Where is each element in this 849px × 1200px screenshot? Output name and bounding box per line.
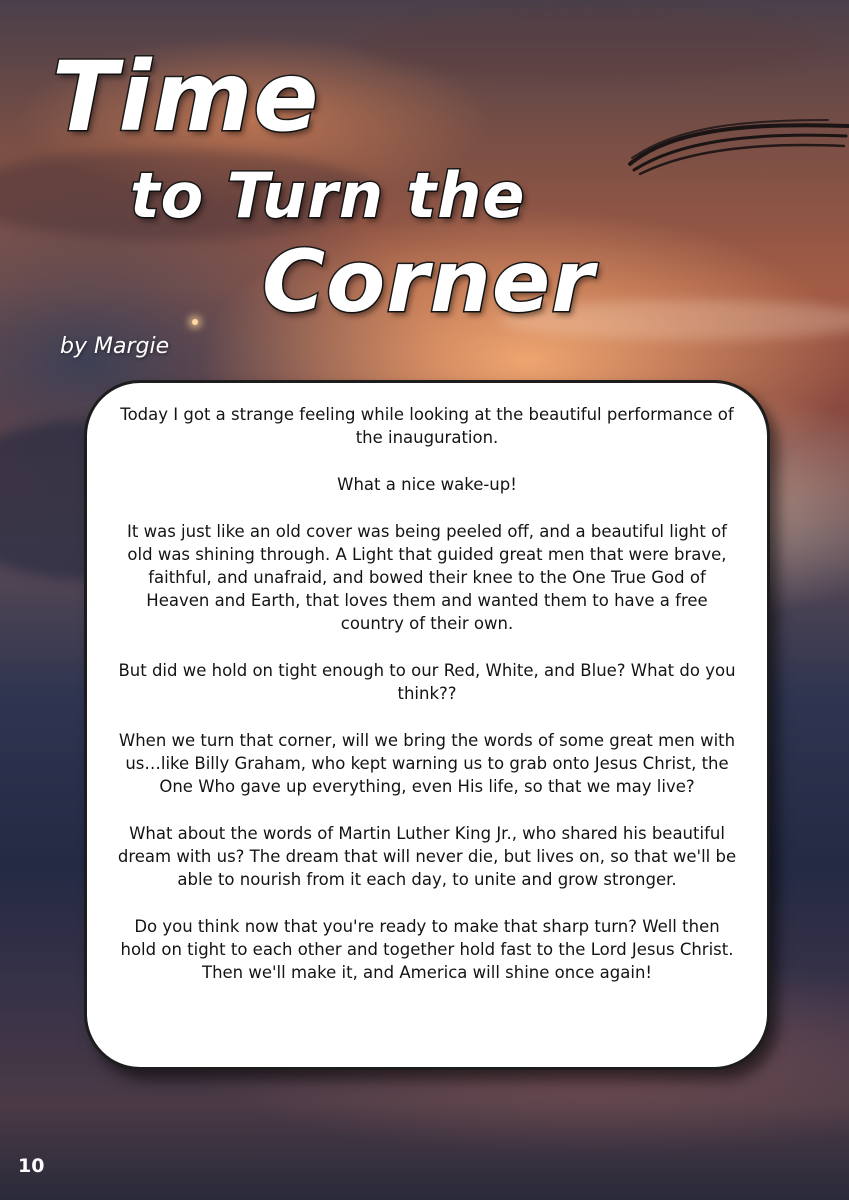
background-cloud [360,10,820,80]
article-paragraph: Today I got a strange feeling while looking at the beautiful performance of the inauguration. [120,405,734,447]
title-line-3: Corner [262,232,595,332]
article-paragraph: What a nice wake-up! [337,475,517,494]
author-byline: by Margie [60,334,170,359]
article-paragraph: When we turn that corner, will we bring the words of some great men with us…like Billy Graham, who kept warning us to grab onto Jesus Christ, the One Who gave up everything, even His life, so that we may live? [118,731,736,796]
article-paragraph: What about the words of Martin Luther King Jr., who shared his beautiful dream with us? The dream that will never die, but lives on, so that we'll be able to nourish from it each day, to unite and grow stronger. [117,824,737,889]
article-paragraph: But did we hold on tight enough to our Red, White, and Blue? What do you think?? [118,661,736,703]
sun-glow [192,319,198,325]
article-paragraph: Do you think now that you're ready to make that sharp turn? Well then hold on tight to each other and together hold fast to the Lord Jesus Christ. Then we'll make it, and America will shine once again! [120,917,734,982]
article-card [84,380,770,1070]
title-line-1: Time [52,41,320,153]
article-paragraph: It was just like an old cover was being peeled off, and a beautiful light of old was shining through. A Light that guided great men that were brave, faithful, and unafraid, and bowed their knee to the One True God of Heaven and Earth, that loves them and wanted them to have a free country of their own. [127,522,727,633]
page-number: 10 [18,1155,45,1177]
bird-silhouette-icon [628,118,849,178]
title-line-2: to Turn the [130,159,526,232]
